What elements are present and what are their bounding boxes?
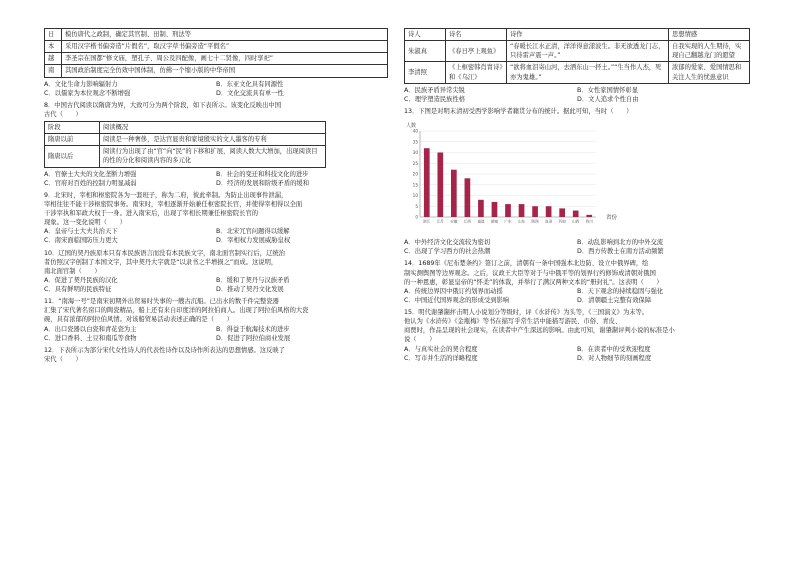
q7-options (44, 80, 388, 98)
q10-options (44, 276, 388, 294)
q12-option-a[interactable]: A．民族矛盾异常尖锐 (404, 86, 465, 94)
q8-stem-line-1: 8．中国古代阅读以隋唐为界，大致可分为两个阶段，如下表所示。该变化反映出中国 (44, 101, 281, 109)
q15-option-b[interactable]: B．在读者中的受欢迎程度 (577, 345, 651, 353)
y-tick-label: 15 (412, 182, 418, 188)
q13-option-c[interactable]: C．出现了学习西方的社会热潮 (404, 248, 491, 256)
poem-poet: 李清照 (405, 62, 446, 83)
poem-header-poet: 诗人 (405, 29, 446, 41)
poem-header-title: 诗名 (446, 29, 507, 41)
x-tick-label: 山东 (517, 219, 526, 224)
q13-stem: 13．下图是对明末清初受西学影响学者籍贯分布的统计。据此可知，当时（ ） (404, 107, 633, 115)
q14-options (404, 287, 750, 305)
y-axis-label: 人数 (406, 123, 417, 129)
table-row (405, 62, 750, 83)
reading-desc: 阅读是一种奢侈，是达官显贵和家境殷实的文人墨客的专利 (100, 134, 326, 146)
x-tick-label: 广东 (504, 219, 512, 224)
y-tick-label: 0 (415, 214, 418, 220)
reading-desc: 阅读行为出现了由“官”向“民”的下移和扩展，阅读人数大大增加，出现阅读目的性的分化和阅读内容的多元化 (100, 146, 326, 167)
country-desc-cell: 其国政治制度完全仿效中国体制，仿佛一个缩小版的中华帝国 (62, 65, 388, 77)
question-13 (404, 107, 750, 257)
q12-option-c[interactable]: C．理学塑造民族性格 (404, 95, 466, 103)
x-tick-label: 浙江 (423, 219, 431, 224)
q9-option-b[interactable]: B．北宋冗官问题得以缓解 (216, 228, 290, 236)
q11-line: 碗，具有浓郁的阿拉伯风情。对该船贸易活动表述正确的是（ ） (44, 316, 233, 324)
reading-header-stage: 阶段 (45, 122, 100, 134)
table-row (45, 65, 388, 77)
country-char-cell: 越 (45, 53, 62, 65)
q15-line: 15．明代谢肇淛抨击明人小说划分等级时，评《水浒传》为头等，《三国演义》为末等。 (404, 309, 649, 316)
q15-option-d[interactable]: D．对人物细节的刻画程度 (577, 354, 652, 362)
question-11 (44, 297, 388, 343)
poem-header-emotion: 思想情感 (669, 29, 750, 41)
bar (492, 202, 498, 217)
country-desc-cell: 李圣宗在国都“修文庙，塑孔子、周公及四配像，画七十二贤像，四时享祀” (62, 53, 388, 65)
question-15 (404, 308, 750, 363)
x-tick-label: 山西 (572, 219, 580, 224)
q11-options (44, 325, 388, 343)
y-tick-label: 35 (412, 139, 418, 145)
q11-option-b[interactable]: B．得益于航海技术的进步 (216, 325, 290, 333)
bar (451, 170, 457, 217)
question-8 (44, 101, 388, 188)
q9-line: 现象。这一变化说明（ ） (44, 219, 126, 227)
country-desc-cell: 采用汉字楷书偏旁造“片假名”，取汉字草书偏旁造“平假名” (62, 41, 388, 53)
q15-option-a[interactable]: A．与真实社会的契合程度 (404, 345, 478, 353)
table-row (45, 29, 388, 41)
left-column (44, 28, 388, 364)
q8-option-a[interactable]: A．官僚士大夫的文化垄断力增强 (44, 170, 137, 178)
bar (559, 208, 565, 217)
q11-option-c[interactable]: C．进口香料、土豆和南瓜等食物 (44, 334, 137, 342)
poem-emotion: 自我实现的人生期待，实现自己翻越龙门的愿望 (669, 41, 750, 62)
table-row (405, 41, 750, 62)
table-row (45, 53, 388, 65)
q14-line: 制实测舆图等边界观念。之后，议政王大臣等对于与中俄平等的划界行约修饰成清朝对俄国 (404, 269, 656, 277)
question-9 (44, 191, 388, 246)
q10-line: 者仿照汉字创制了本国文字，其中契丹大字就是“以隶书之半增损之”而成。这说明， (44, 258, 278, 266)
question-14 (404, 259, 750, 305)
question-10 (44, 249, 388, 295)
q15-options (404, 345, 750, 363)
reading-stage: 隋唐以前 (45, 134, 100, 146)
q15-option-c[interactable]: C．写市井生活的详略程度 (404, 354, 478, 362)
q8-option-b[interactable]: B．社会的变迁和科技文化的进步 (216, 170, 309, 178)
reading-header-desc: 阅读概况 (100, 122, 326, 134)
country-char-cell: 南 (45, 65, 62, 77)
table-row (45, 41, 388, 53)
country-desc-cell: 模仿唐代之政制，确定其官制、田制、刑法等 (62, 29, 388, 41)
q7-option-d[interactable]: D．文化交流具有单一性 (216, 89, 284, 97)
x-tick-label: 江苏 (436, 219, 444, 224)
y-tick-label: 40 (412, 128, 418, 134)
q10-option-a[interactable]: A．促进了契丹民族的汉化 (44, 276, 118, 284)
q9-option-c[interactable]: C．南宋面临国防压力更大 (44, 237, 118, 245)
q14-line: 14．1689年《尼布楚条约》签订之前，清朝有一条中国强本北边防、设立中俄界碑，绘 (404, 260, 649, 268)
bar (437, 153, 443, 218)
q14-option-a[interactable]: A．传统边界因中俄订约划界而动摇 (404, 287, 503, 295)
q8-stem-line-2: 古代（ ） (44, 110, 82, 118)
x-tick-label: 湖南 (490, 219, 499, 224)
q9-line: 宰相往往不能干涉枢密院事务。南宋时，宰相逐渐开始兼任枢密院长官，并使得宰相得以全面 (44, 200, 303, 208)
y-tick-label: 10 (412, 193, 418, 199)
y-tick-label: 5 (415, 203, 418, 209)
q10-line: 10．辽国的契丹族原本只有本民族语言而没有本民族文字，南北面官制实行后，辽统治 (44, 249, 285, 257)
poem-title: 《上枢密韩肖胄诗》和《乌江》 (446, 62, 507, 83)
q9-option-a[interactable]: A．皇帝与士大夫共治天下 (44, 228, 118, 236)
country-char-cell: 日 (45, 29, 62, 41)
q10-option-b[interactable]: B．缓和了契丹与汉族矛盾 (216, 276, 290, 284)
q8-option-d[interactable]: D．经济的发展和阶级矛盾的缓和 (216, 179, 310, 187)
q9-options (44, 227, 388, 245)
poem-emotion: 浓郁的爱家、爱国情思和关注人生的忧患意识 (669, 62, 750, 83)
q7-option-c[interactable]: C．以儒家为本位观念不断增强 (44, 89, 131, 97)
poem-table (404, 28, 750, 84)
table-row (45, 146, 326, 167)
q9-line: 9．北宋时，宰相和枢密院各为一套班子，称为二府，彼此牵制。为防止出现事件泄漏， (44, 191, 288, 199)
question-12 (44, 346, 388, 364)
q12-option-d[interactable]: D．文人追求个性自由 (577, 95, 639, 103)
x-tick-label: 江西 (463, 219, 471, 224)
poem-poet: 朱淑真 (405, 41, 446, 62)
q10-option-d[interactable]: D．推动了契丹文化发展 (216, 286, 284, 293)
bar (586, 215, 592, 217)
q14-option-d[interactable]: D．清朝疆土完整有效保障 (577, 296, 652, 304)
bar (573, 211, 579, 217)
q11-line: 11．“南海一号”是南宋初期外出贸易时失事的一艘古沉船。已出水的数千件完整瓷器 (44, 298, 279, 306)
y-tick-label: 30 (412, 150, 418, 156)
q12-line: 12．下表所示为部分宋代女性诗人的代表性诗作以及诗作所表达的思想情感。这反映了 (44, 346, 285, 354)
poem-text: “春暖长江水正清，洋洋得意漾波生。非无欲透龙门志，只待雷声震一声。” (507, 41, 669, 62)
q8-option-c[interactable]: C．官府对百姓的控制力明显减弱 (44, 179, 137, 187)
q12-option-b[interactable]: B．女性家国情怀彰显 (577, 86, 638, 94)
bar (505, 204, 511, 217)
bar (532, 206, 538, 217)
bar (424, 148, 430, 217)
q11-line: 汇集了宋代著名窑口的陶瓷精品，船上还有来自印度洋的阿拉伯商人。出现了阿拉伯风格的大瓷 (44, 307, 309, 315)
x-tick-label: 福建 (477, 219, 485, 224)
q13-options (404, 238, 750, 256)
right-column (404, 28, 750, 363)
q14-option-c[interactable]: C．中国近代国界观念的形成受到影响 (404, 296, 510, 304)
table-row (45, 134, 326, 146)
q13-option-d[interactable]: D．西方传教士在南方活动频繁 (577, 248, 664, 256)
y-tick-label: 25 (412, 160, 418, 166)
bar (546, 206, 552, 217)
q10-line: 南北面官制（ ） (44, 267, 101, 275)
bar (478, 200, 484, 217)
q7-option-a[interactable]: A．文化生命力影响辐射力 (44, 80, 118, 88)
x-tick-label: 四川 (585, 219, 593, 224)
x-tick-label: 陕西 (531, 219, 539, 224)
poem-title: 《春日亭上观鱼》 (446, 41, 507, 62)
q10-option-c[interactable]: C．具有鲜明的民族特征 (44, 286, 112, 293)
q9-option-d[interactable]: D．宰相权力发展威胁皇权 (216, 237, 291, 245)
bar (519, 204, 525, 217)
q11-option-a[interactable]: A．出口瓷器以白瓷和青花瓷为主 (44, 325, 137, 333)
q9-line: 干涉宰执和军政大权于一身。进入南宋后，出现了宰相长期兼任枢密院长官的 (44, 210, 259, 217)
q12-options (404, 86, 750, 104)
q11-option-d[interactable]: D．促进了阿拉伯商业发展 (216, 334, 291, 342)
reading-stage: 隋唐以后 (45, 146, 100, 167)
x-tick-label: 安徽 (450, 219, 458, 224)
bar (465, 178, 471, 217)
scholar-distribution-chart (404, 119, 634, 235)
country-table (44, 28, 388, 78)
scholar-chart-container (404, 119, 750, 238)
q13-option-a[interactable]: A．中外经济文化交流较为密切 (404, 239, 491, 247)
x-axis-label: 省份 (606, 215, 618, 221)
poem-text: “欲将血泪寄山河，去洒东山一抔土。”“生当作人杰，死亦为鬼雄。” (507, 62, 669, 83)
q8-options (44, 170, 388, 188)
q15-line: 他认为《水浒传》《金瓶梅》等书在描写乎常生活中能描写游民、市俗、青皮、 (404, 318, 622, 326)
x-tick-label: 河南 (558, 219, 566, 224)
q12-line: 宋代（ ） (44, 355, 82, 363)
y-tick-label: 20 (412, 171, 418, 177)
q13-option-b[interactable]: B．动乱影响到北方的中外交流 (577, 239, 664, 247)
x-tick-label: 直隶 (545, 219, 553, 224)
q14-line: 的一种恩惠，彰显皇帝的“怀柔”的体裁，并举行了满汉两种文本的“册封礼”。这表明（ ） (404, 278, 663, 286)
reading-table (44, 121, 326, 168)
q7-option-b[interactable]: B．东亚文化具有同源性 (216, 80, 284, 88)
country-char-cell: 本 (45, 41, 62, 53)
poem-header-text: 诗作 (507, 29, 669, 41)
q15-line: 说（ ） (404, 336, 436, 344)
q14-option-b[interactable]: B．天下观念的持续稳固与强化 (577, 287, 664, 295)
q15-line: 商贾时，作品呈现的社会现实，在读者中产生深远的影响。由此可知，谢肇淛评判小说的标准是小 (404, 327, 675, 335)
